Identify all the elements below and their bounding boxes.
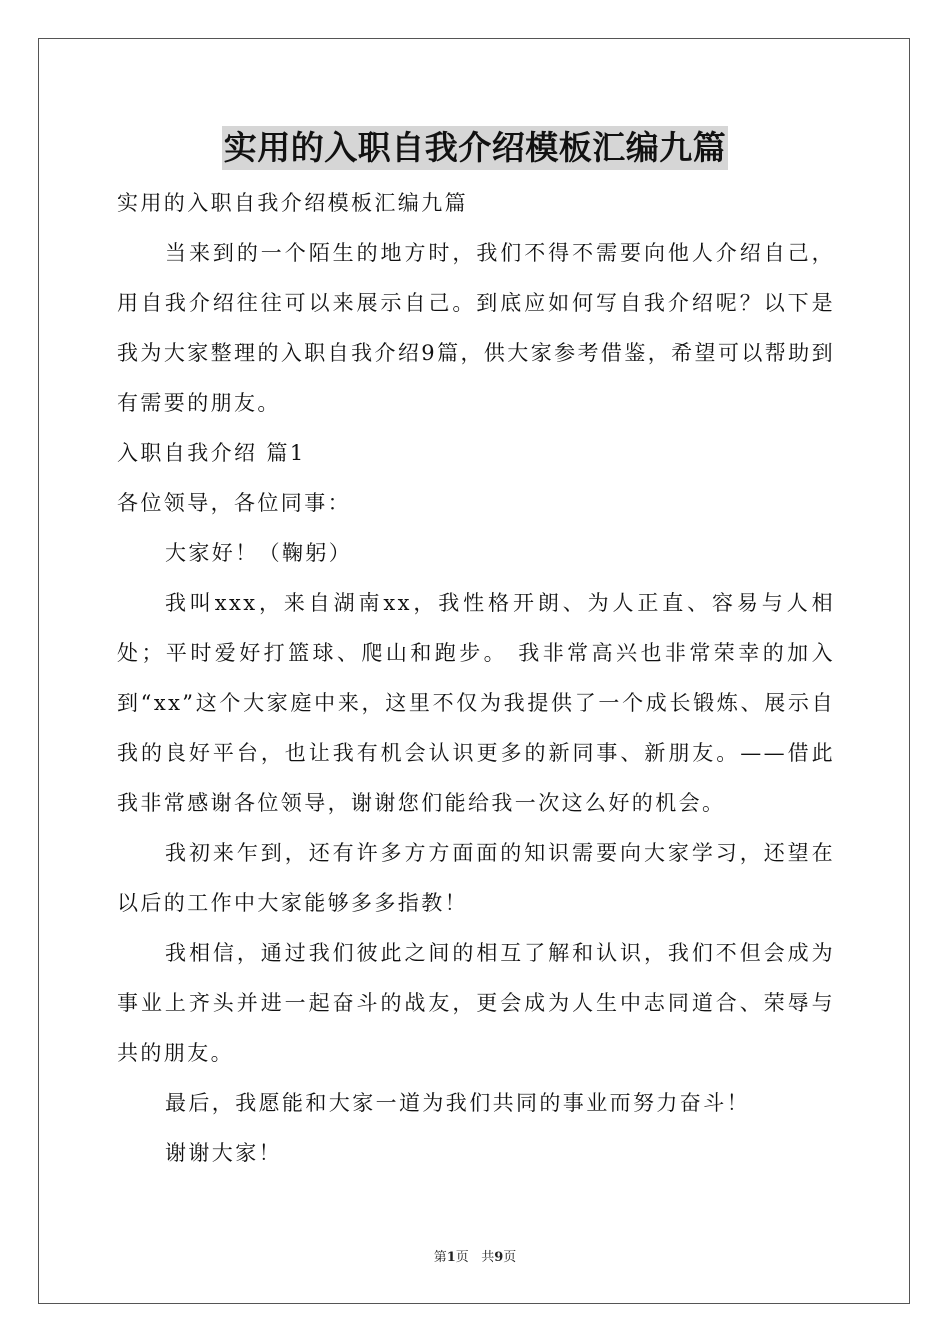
thanks-paragraph: 谢谢大家！ xyxy=(165,1141,282,1165)
total-suffix: 页 xyxy=(503,1250,517,1265)
page-footer xyxy=(0,1246,950,1265)
salutation-paragraph: 各位领导，各位同事： xyxy=(117,491,351,515)
greeting-paragraph: 大家好！（鞠躬） xyxy=(165,541,353,565)
total-pages: 9 xyxy=(494,1250,504,1265)
subtitle-paragraph: 实用的入职自我介绍模板汇编九篇 xyxy=(117,191,468,215)
page-prefix: 第 xyxy=(433,1250,447,1265)
page-number: 1 xyxy=(446,1250,456,1265)
title-container xyxy=(0,126,950,170)
body-paragraph: 我叫xxx，来自湖南xx，我性格开朗、为人正直、容易与人相处；平时爱好打篮球、爬山和跑步。 我非常高兴也非常荣幸的加入到“xx”这个大家庭中来，这里不仅为我提供了一个成长锻炼、展示自我的良好平台，也让我有机会认识更多的新同事、新朋友。——借此我非常感谢各位领导，谢谢您们能给我一次这么好的机会。 xyxy=(117,591,835,815)
total-prefix: 共 xyxy=(481,1250,495,1265)
body-paragraph: 我初来乍到，还有许多方方面面的知识需要向大家学习，还望在以后的工作中大家能够多多指教！ xyxy=(117,841,835,915)
intro-paragraph: 当来到的一个陌生的地方时，我们不得不需要向他人介绍自己，用自我介绍往往可以来展示自己。到底应如何写自我介绍呢？以下是我为大家整理的入职自我介绍9篇，供大家参考借鉴，希望可以帮助到有需要的朋友。 xyxy=(117,241,835,415)
document-title: 实用的入职自我介绍模板汇编九篇 xyxy=(222,126,729,170)
body-paragraph: 我相信，通过我们彼此之间的相互了解和认识，我们不但会成为事业上齐头并进一起奋斗的战友，更会成为人生中志同道合、荣辱与共的朋友。 xyxy=(117,941,835,1065)
closing-paragraph: 最后，我愿能和大家一道为我们共同的事业而努力奋斗！ xyxy=(165,1091,750,1115)
page-suffix: 页 xyxy=(455,1250,469,1265)
section-heading: 入职自我介绍 篇1 xyxy=(117,441,306,465)
document-body xyxy=(117,178,835,1178)
